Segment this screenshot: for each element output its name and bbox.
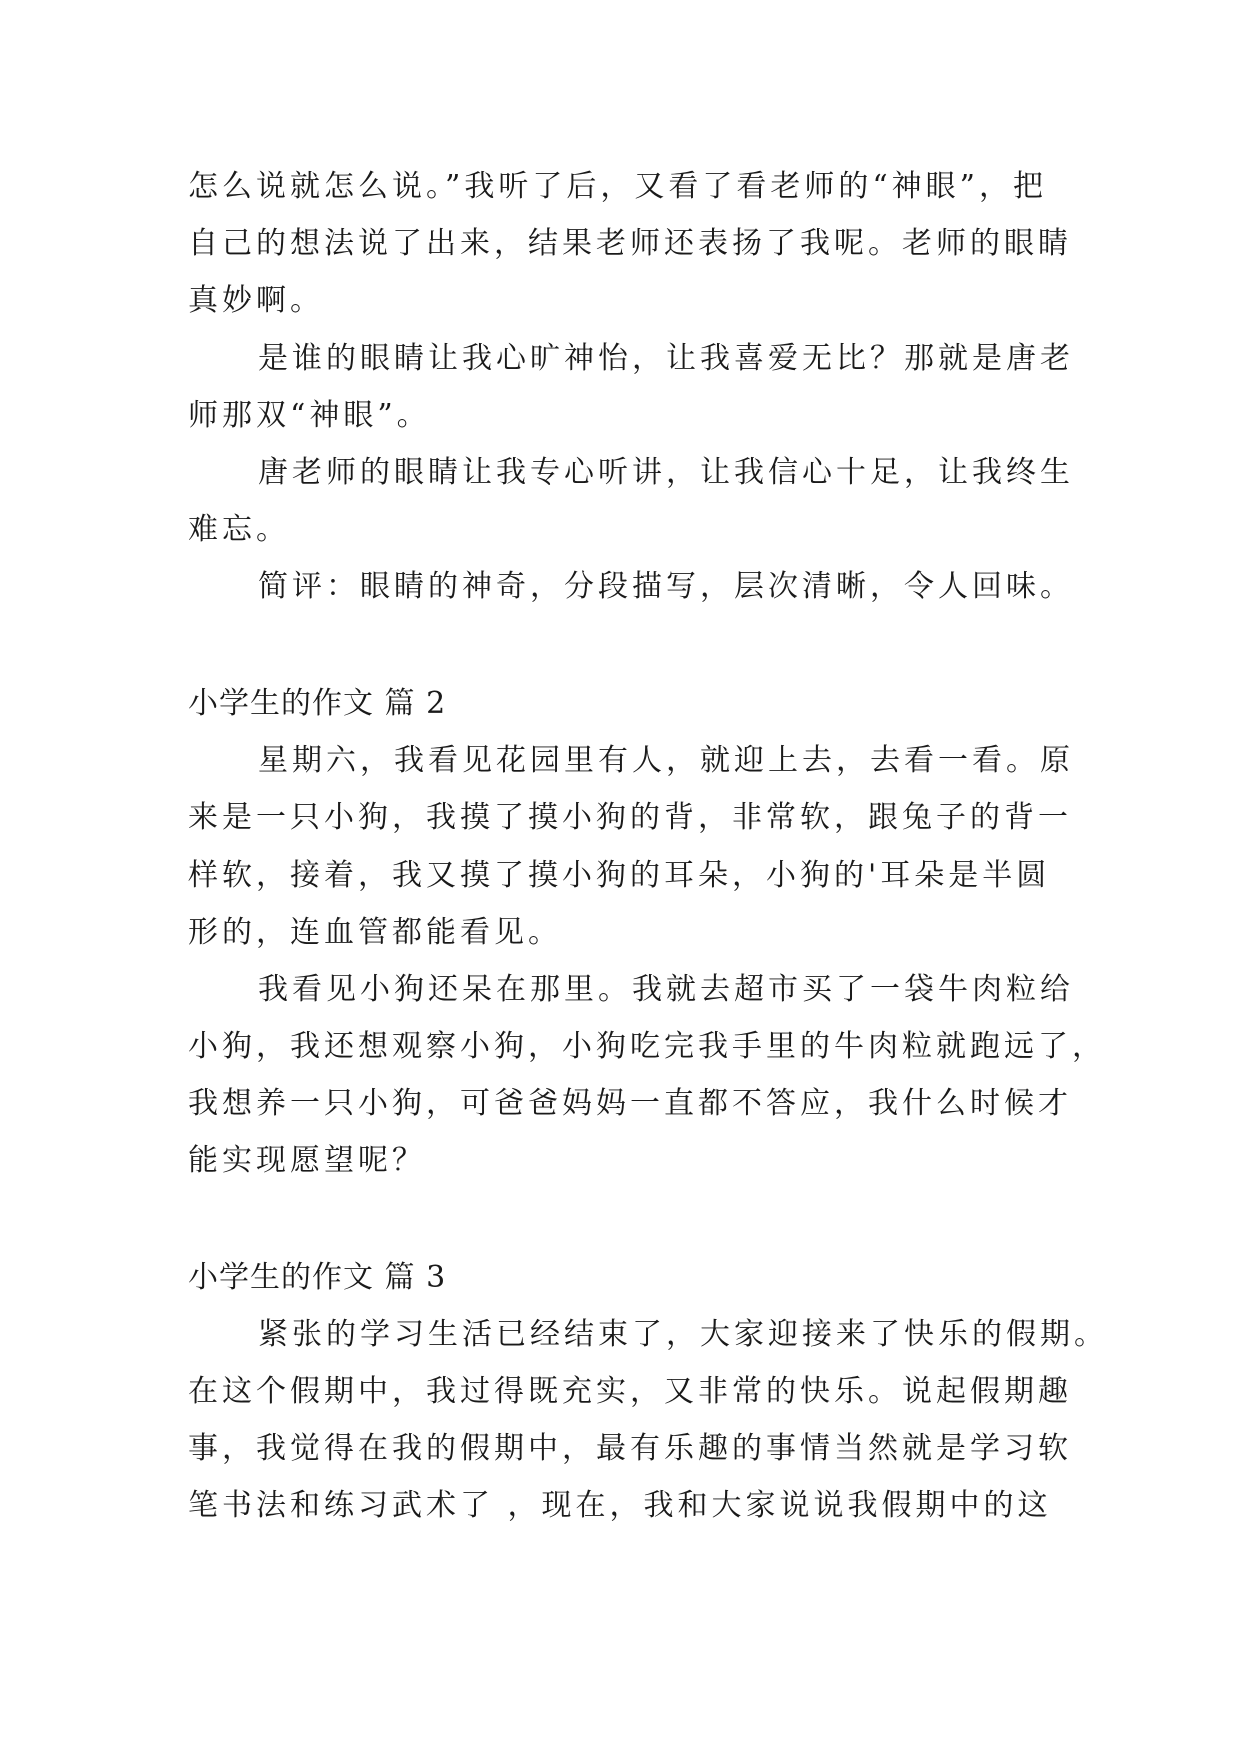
text-line: 简评：眼睛的神奇，分段描写，层次清晰，令人回味。 — [258, 569, 1074, 604]
text-line: 小狗，我还想观察小狗，小狗吃完我手里的牛肉粒就跑远了， — [188, 1029, 1106, 1064]
text-line: 笔书法和练习武术了 ，现在，我和大家说说我假期中的这 — [188, 1488, 1052, 1523]
text-line: 能实现愿望呢？ — [188, 1143, 426, 1178]
text-line: 自己的想法说了出来，结果老师还表扬了我呢。老师的眼睛 — [188, 226, 1072, 261]
text-line: 形的，连血管都能看见。 — [188, 915, 562, 950]
text-line: 怎么说就怎么说。”我听了后，又看了看老师的“神眼”，把 — [188, 169, 1048, 204]
text-line: 样软，接着，我又摸了摸小狗的耳朵，小狗的'耳朵是半圆 — [188, 858, 1051, 893]
text-line: 唐老师的眼睛让我专心听讲，让我信心十足，让我终生 — [258, 455, 1074, 490]
text-line: 难忘。 — [188, 512, 290, 547]
text-line: 紧张的学习生活已经结束了，大家迎接来了快乐的假期。 — [258, 1317, 1108, 1352]
text-line: 星期六，我看见花园里有人，就迎上去，去看一看。原 — [258, 743, 1074, 778]
text-line: 我看见小狗还呆在那里。我就去超市买了一袋牛肉粒给 — [258, 972, 1074, 1007]
section-heading: 小学生的作文 篇 2 — [188, 686, 447, 721]
text-line: 我想养一只小狗，可爸爸妈妈一直都不答应，我什么时候才 — [188, 1086, 1072, 1121]
section-heading: 小学生的作文 篇 3 — [188, 1260, 447, 1295]
text-line: 是谁的眼睛让我心旷神怡，让我喜爱无比？那就是唐老 — [258, 341, 1074, 376]
text-line: 来是一只小狗，我摸了摸小狗的背，非常软，跟兔子的背一 — [188, 800, 1072, 835]
text-line: 真妙啊。 — [188, 283, 324, 318]
text-line: 事，我觉得在我的假期中，最有乐趣的事情当然就是学习软 — [188, 1431, 1072, 1466]
text-line: 师那双“神眼”。 — [188, 398, 431, 433]
text-line: 在这个假期中，我过得既充实，又非常的快乐。说起假期趣 — [188, 1374, 1072, 1409]
